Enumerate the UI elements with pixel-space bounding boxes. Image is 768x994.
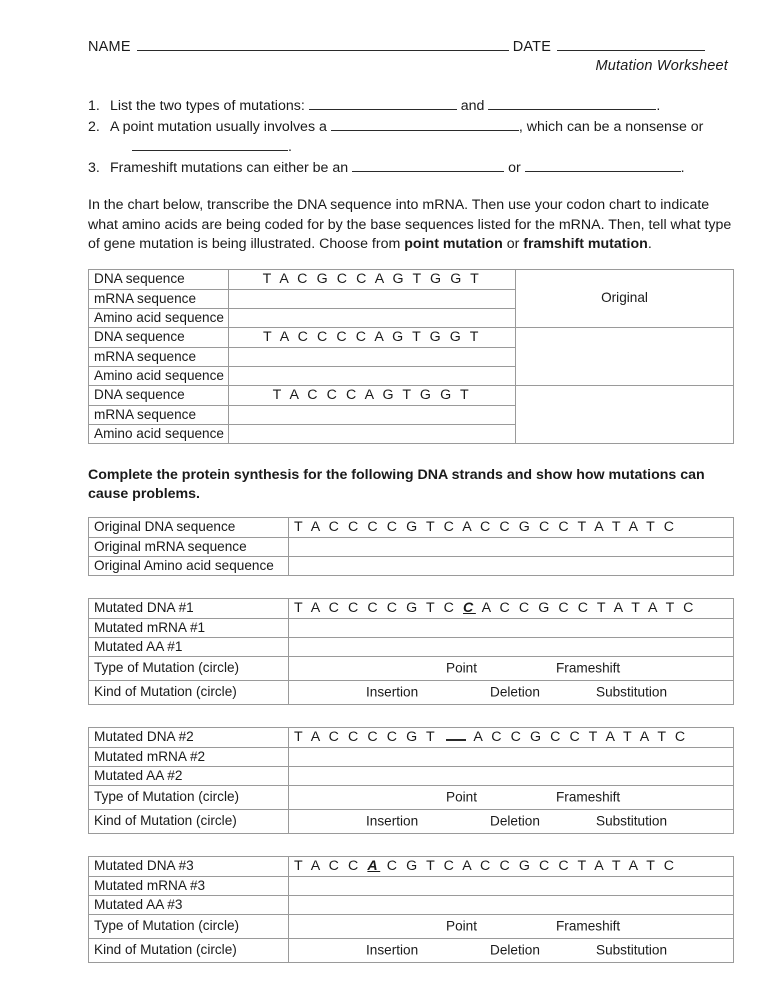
option-frameshift[interactable]: Frameshift	[556, 789, 621, 804]
dna-sequence-cell[interactable]	[229, 327, 516, 347]
question-text	[110, 96, 730, 116]
table-row	[89, 809, 734, 833]
frameshift-mutation-term: framshift mutation	[523, 236, 648, 252]
name-blank[interactable]	[137, 38, 509, 51]
mutation-marker: C	[463, 599, 476, 616]
original-mrna-value[interactable]	[289, 537, 734, 556]
mutation-table-1	[88, 598, 734, 705]
table-row	[89, 785, 734, 809]
point-mutation-term: point mutation	[404, 236, 503, 252]
kind-of-mutation-label: Kind of Mutation (circle)	[89, 809, 289, 833]
table-row	[89, 727, 734, 747]
table-row	[89, 637, 734, 656]
type-of-mutation-options	[289, 914, 734, 938]
kind-of-mutation-options	[289, 680, 734, 704]
transcription-chart	[88, 269, 734, 444]
option-point[interactable]: Point	[446, 789, 477, 804]
row-label-mrna: mRNA sequence	[89, 405, 229, 424]
question-list	[88, 96, 730, 178]
table-row	[89, 914, 734, 938]
deletion-gap	[446, 730, 466, 741]
question-3-blank-2[interactable]	[525, 159, 681, 172]
mutated-mrna-value[interactable]	[289, 618, 734, 637]
question-1-prompt: List the two types of mutations:	[110, 98, 305, 114]
question-number: 1.	[88, 98, 100, 114]
table-row	[89, 656, 734, 680]
sequence-prefix: T A C C	[294, 857, 368, 874]
row-label-aa: Amino acid sequence	[89, 308, 229, 327]
mutated-dna-label: Mutated DNA #3	[89, 856, 289, 876]
question-2-blank-1[interactable]	[331, 118, 519, 131]
question-1-period: .	[656, 98, 661, 114]
mutated-aa-value[interactable]	[289, 766, 734, 785]
table-row	[89, 747, 734, 766]
date-label: DATE	[512, 39, 552, 55]
dna-sequence-1: T A C G C C A G T G G T	[262, 270, 482, 287]
dna-sequence-2: T A C C C C A G T G G T	[262, 328, 481, 345]
table-row	[89, 680, 734, 704]
type-of-mutation-options	[289, 656, 734, 680]
option-insertion[interactable]: Insertion	[366, 942, 419, 957]
type-of-mutation-options	[289, 785, 734, 809]
sequence-prefix: T A C C C C G T	[294, 728, 444, 745]
row-label-dna: DNA sequence	[89, 385, 229, 405]
dna-sequence-3: T A C C C A G T G G T	[272, 386, 472, 403]
option-deletion[interactable]: Deletion	[490, 684, 540, 699]
question-3-period: .	[680, 160, 685, 176]
question-item	[88, 117, 730, 157]
option-substitution[interactable]: Substitution	[596, 813, 668, 828]
mutated-dna-label: Mutated DNA #1	[89, 598, 289, 618]
mutated-mrna-value[interactable]	[289, 876, 734, 895]
mutated-aa-value[interactable]	[289, 895, 734, 914]
mrna-answer-cell[interactable]	[229, 289, 516, 308]
table-row	[89, 618, 734, 637]
mutation-table-2	[88, 727, 734, 834]
option-insertion[interactable]: Insertion	[366, 813, 419, 828]
header-line	[88, 38, 730, 55]
amino-acid-answer-cell[interactable]	[229, 424, 516, 443]
block-note-3[interactable]	[516, 385, 734, 443]
question-text	[110, 117, 730, 157]
mutated-mrna-label: Mutated mRNA #3	[89, 876, 289, 895]
sequence-suffix: A C C G C C T A T A T C	[475, 599, 696, 616]
option-insertion[interactable]: Insertion	[366, 684, 419, 699]
question-2-period: .	[288, 139, 292, 155]
question-3-conjunction: or	[508, 160, 521, 176]
page-title: Mutation Worksheet	[595, 58, 728, 74]
option-point[interactable]: Point	[446, 660, 477, 675]
question-2-continuation: , which can be a nonsense or	[518, 119, 704, 135]
table-row	[89, 598, 734, 618]
question-2-blank-2[interactable]	[132, 138, 288, 151]
original-mrna-label: Original mRNA sequence	[89, 537, 289, 556]
original-aa-label: Original Amino acid sequence	[89, 556, 289, 575]
name-label: NAME	[88, 39, 131, 55]
original-dna-sequence: T A C C C C G T C A C C G C C T A T A T C	[294, 518, 677, 535]
mutated-dna-value[interactable]	[289, 856, 734, 876]
original-dna-label: Original DNA sequence	[89, 517, 289, 537]
mutated-aa-label: Mutated AA #2	[89, 766, 289, 785]
option-substitution[interactable]: Substitution	[596, 942, 668, 957]
kind-of-mutation-label: Kind of Mutation (circle)	[89, 938, 289, 962]
question-1-conjunction: and	[460, 98, 485, 114]
table-row	[89, 269, 734, 289]
question-number: 3.	[88, 160, 100, 176]
instructions-paragraph-2: Complete the protein synthesis for the following DNA strands and show how mutations can cause problems.	[88, 466, 705, 502]
option-substitution[interactable]: Substitution	[596, 684, 668, 699]
table-row	[89, 537, 734, 556]
option-deletion[interactable]: Deletion	[490, 942, 540, 957]
sequence-prefix: T A C C C C G T C	[294, 599, 463, 616]
table-row	[89, 766, 734, 785]
question-1-blank-2[interactable]	[488, 97, 656, 110]
instructions-paragraph-1	[88, 196, 732, 255]
dna-sequence-cell[interactable]	[229, 269, 516, 289]
question-number: 2.	[88, 119, 100, 135]
date-blank[interactable]	[557, 38, 705, 51]
row-label-mrna: mRNA sequence	[89, 347, 229, 366]
table-row	[89, 876, 734, 895]
row-label-dna: DNA sequence	[89, 327, 229, 347]
mutated-dna-value[interactable]	[289, 727, 734, 747]
table-row	[89, 856, 734, 876]
kind-of-mutation-options	[289, 809, 734, 833]
mutated-dna-sequence-1	[294, 600, 696, 616]
table-row	[89, 938, 734, 962]
original-strand-table	[88, 517, 734, 576]
question-3-blank-1[interactable]	[352, 159, 504, 172]
question-item	[88, 96, 730, 116]
question-text	[110, 158, 730, 178]
type-of-mutation-label: Type of Mutation (circle)	[89, 785, 289, 809]
mutation-table-3	[88, 856, 734, 963]
row-label-aa: Amino acid sequence	[89, 424, 229, 443]
kind-of-mutation-label: Kind of Mutation (circle)	[89, 680, 289, 704]
mutated-mrna-label: Mutated mRNA #1	[89, 618, 289, 637]
mutation-marker: A	[367, 857, 381, 874]
mutated-dna-value[interactable]	[289, 598, 734, 618]
original-aa-value[interactable]	[289, 556, 734, 575]
mutated-mrna-label: Mutated mRNA #2	[89, 747, 289, 766]
instructions-text-a: In the chart below, transcribe the DNA sequence into mRNA. Then use your codon chart to indicate what amino acids are being coded for by the base sequences listed for the mRNA. Then, tell what type of gene mutation is being illustrated. Choose from	[88, 197, 732, 252]
amino-acid-answer-cell[interactable]	[229, 308, 516, 327]
mutated-dna-sequence-3	[294, 858, 677, 874]
table-row	[89, 895, 734, 914]
block-note-2[interactable]	[516, 327, 734, 385]
row-label-mrna: mRNA sequence	[89, 289, 229, 308]
amino-acid-answer-cell[interactable]	[229, 366, 516, 385]
row-label-dna: DNA sequence	[89, 269, 229, 289]
instructions-text-b: or	[502, 236, 524, 252]
mutated-aa-value[interactable]	[289, 637, 734, 656]
question-item	[88, 158, 730, 178]
type-of-mutation-label: Type of Mutation (circle)	[89, 656, 289, 680]
mrna-answer-cell[interactable]	[229, 347, 516, 366]
table-row	[89, 385, 734, 405]
option-frameshift[interactable]: Frameshift	[556, 660, 621, 675]
table-row	[89, 517, 734, 537]
mutated-dna-label: Mutated DNA #2	[89, 727, 289, 747]
kind-of-mutation-options	[289, 938, 734, 962]
block-note-1: Original	[516, 269, 734, 327]
option-point[interactable]: Point	[446, 918, 477, 933]
option-deletion[interactable]: Deletion	[490, 813, 540, 828]
table-row	[89, 327, 734, 347]
dna-sequence-cell[interactable]	[229, 385, 516, 405]
option-frameshift[interactable]: Frameshift	[556, 918, 621, 933]
original-dna-value[interactable]	[289, 517, 734, 537]
mrna-answer-cell[interactable]	[229, 405, 516, 424]
type-of-mutation-label: Type of Mutation (circle)	[89, 914, 289, 938]
table-row	[89, 556, 734, 575]
row-label-aa: Amino acid sequence	[89, 366, 229, 385]
mutated-aa-label: Mutated AA #1	[89, 637, 289, 656]
mutated-aa-label: Mutated AA #3	[89, 895, 289, 914]
question-3-prompt: Frameshift mutations can either be an	[110, 160, 349, 176]
question-1-blank-1[interactable]	[309, 97, 457, 110]
sequence-suffix: A C C G C C T A T A T C	[467, 728, 688, 745]
question-2-prompt: A point mutation usually involves a	[110, 119, 327, 135]
mutated-dna-sequence-2	[294, 729, 688, 745]
instructions-text-c: .	[647, 236, 652, 252]
sequence-suffix: C G T C A C C G C C T A T A T C	[380, 857, 677, 874]
mutated-mrna-value[interactable]	[289, 747, 734, 766]
